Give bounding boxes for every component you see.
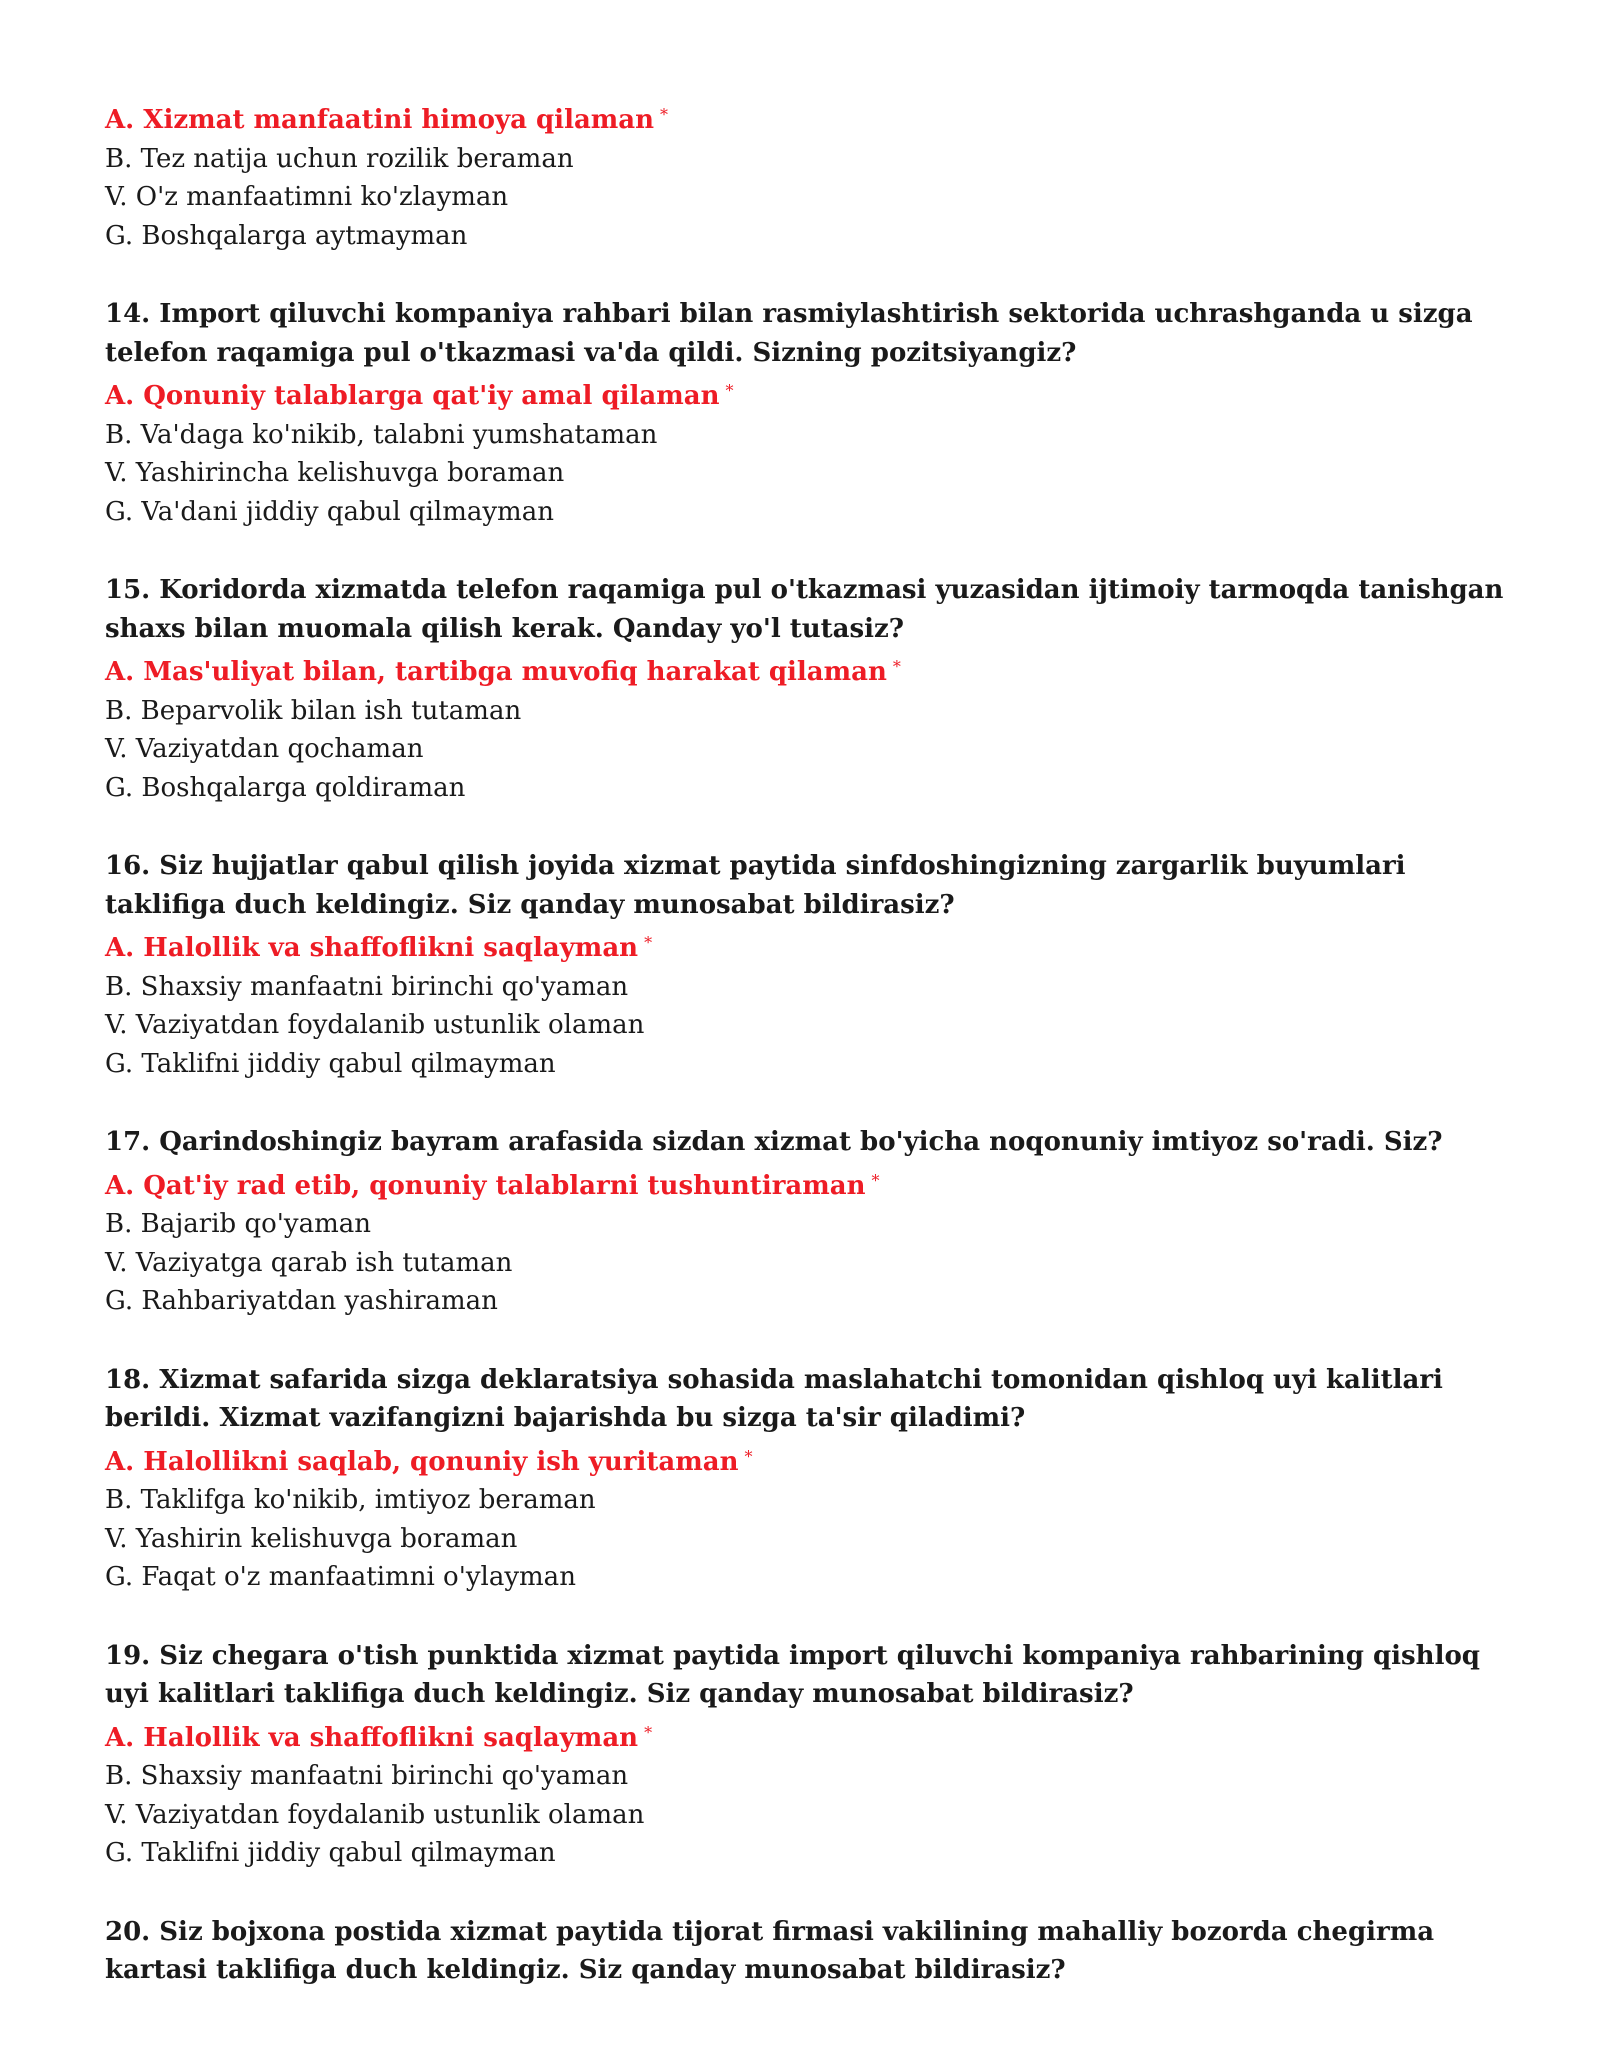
option-text: A. Qonuniy talablarga qat'iy amal qilaman <box>105 381 720 411</box>
option: G. Boshqalarga qoldiraman <box>105 772 466 803</box>
correct-marker: * <box>871 1170 880 1190</box>
option-text: A. Qat'iy rad etib, qonuniy talablarni tushuntiraman <box>105 1170 866 1201</box>
option: G. Taklifni jiddiy qabul qilmayman <box>105 1838 556 1868</box>
question-block-19 <box>105 1637 1525 1873</box>
quiz-page <box>105 96 1525 1990</box>
question-text: 16. Siz hujjatlar qabul qilish joyida xizmat paytida sinfdoshingizning zargarlik buyumlari taklifiga duch keldingiz. Siz qanday munosabat bildirasiz? <box>105 851 1406 920</box>
option: V. Vaziyatdan qochaman <box>105 734 424 764</box>
question-text: 17. Qarindoshingiz bayram arafasida sizdan xizmat bo'yicha noqonuniy imtiyoz so'radi. Siz? <box>105 1127 1443 1157</box>
option: V. Vaziyatdan foydalanib ustunlik olaman <box>105 1010 645 1040</box>
option-correct <box>105 1714 1525 1758</box>
question-block-17 <box>105 1123 1525 1321</box>
option-correct <box>105 96 1525 140</box>
option: V. O'z manfaatimni ko'zlayman <box>105 182 509 212</box>
question-text: 20. Siz bojxona postida xizmat paytida tijorat firmasi vakilining mahalliy bozorda chegirma kartasi taklifiga duch keldingiz. Siz qanday munosabat bildirasiz? <box>105 1916 1435 1985</box>
option: B. Tez natija uchun rozilik beraman <box>105 143 574 174</box>
option: V. Vaziyatga qarab ish tutaman <box>105 1247 513 1278</box>
question-block-18 <box>105 1361 1525 1597</box>
question-block-15 <box>105 571 1525 807</box>
option: V. Yashirincha kelishuvga boraman <box>105 458 565 488</box>
option: G. Va'dani jiddiy qabul qilmayman <box>105 496 554 527</box>
option-text: A. Halollik va shaffoflikni saqlayman <box>105 933 639 963</box>
correct-marker: * <box>892 657 901 676</box>
option: V. Yashirin kelishuvga boraman <box>105 1523 518 1554</box>
option: G. Rahbariyatdan yashiraman <box>105 1286 498 1316</box>
option: B. Beparvolik bilan ish tutaman <box>105 695 522 726</box>
option: B. Shaxsiy manfaatni birinchi qo'yaman <box>105 971 629 1002</box>
option-text: A. Halollikni saqlab, qonuniy ish yuritaman <box>105 1446 739 1477</box>
question-text: 14. Import qiluvchi kompaniya rahbari bilan rasmiylashtirish sektorida uchrashganda u sizga telefon raqamiga pul o'tkazmasi va'da qildi. Sizning pozitsiyangiz? <box>105 299 1473 368</box>
question-text: 19. Siz chegara o'tish punktida xizmat paytida import qiluvchi kompaniya rahbarining qishloq uyi kalitlari taklifiga duch keldingiz. Siz qanday munosabat bildirasiz? <box>105 1640 1480 1709</box>
option-correct <box>105 1162 1525 1206</box>
correct-marker: * <box>660 105 669 124</box>
question-block-16 <box>105 847 1525 1083</box>
question-block-20 <box>105 1913 1525 1990</box>
question-block-14 <box>105 295 1525 531</box>
correct-marker: * <box>644 933 653 952</box>
question-text: 15. Koridorda xizmatda telefon raqamiga pul o'tkazmasi yuzasidan ijtimoiy tarmoqda tanishgan shaxs bilan muomala qilish kerak. Qanday yo'l tutasiz? <box>105 575 1504 644</box>
option: B. Taklifga ko'nikib, imtiyoz beraman <box>105 1485 596 1515</box>
option-correct <box>105 1438 1525 1482</box>
option: V. Vaziyatdan foydalanib ustunlik olaman <box>105 1799 645 1830</box>
option-correct <box>105 924 1525 968</box>
answer-block-13 <box>105 96 1525 255</box>
option: G. Boshqalarga aytmayman <box>105 220 468 251</box>
correct-marker: * <box>744 1446 753 1466</box>
option: G. Faqat o'z manfaatimni o'ylayman <box>105 1562 576 1592</box>
option-text: A. Halollik va shaffoflikni saqlayman <box>105 1722 639 1753</box>
option-correct <box>105 648 1525 692</box>
option-text: A. Mas'uliyat bilan, tartibga muvofiq harakat qilaman <box>105 657 887 687</box>
option: B. Shaxsiy manfaatni birinchi qo'yaman <box>105 1761 629 1791</box>
correct-marker: * <box>644 1722 653 1742</box>
option: G. Taklifni jiddiy qabul qilmayman <box>105 1048 556 1079</box>
question-text: 18. Xizmat safarida sizga deklaratsiya sohasida maslahatchi tomonidan qishloq uyi kalitlari berildi. Xizmat vazifangizni bajarishda bu sizga ta'sir qiladimi? <box>105 1364 1443 1433</box>
option: B. Bajarib qo'yaman <box>105 1209 371 1239</box>
option-correct <box>105 372 1525 416</box>
option-text: A. Xizmat manfaatini himoya qilaman <box>105 105 655 135</box>
option: B. Va'daga ko'nikib, talabni yumshataman <box>105 419 658 450</box>
correct-marker: * <box>725 381 734 400</box>
